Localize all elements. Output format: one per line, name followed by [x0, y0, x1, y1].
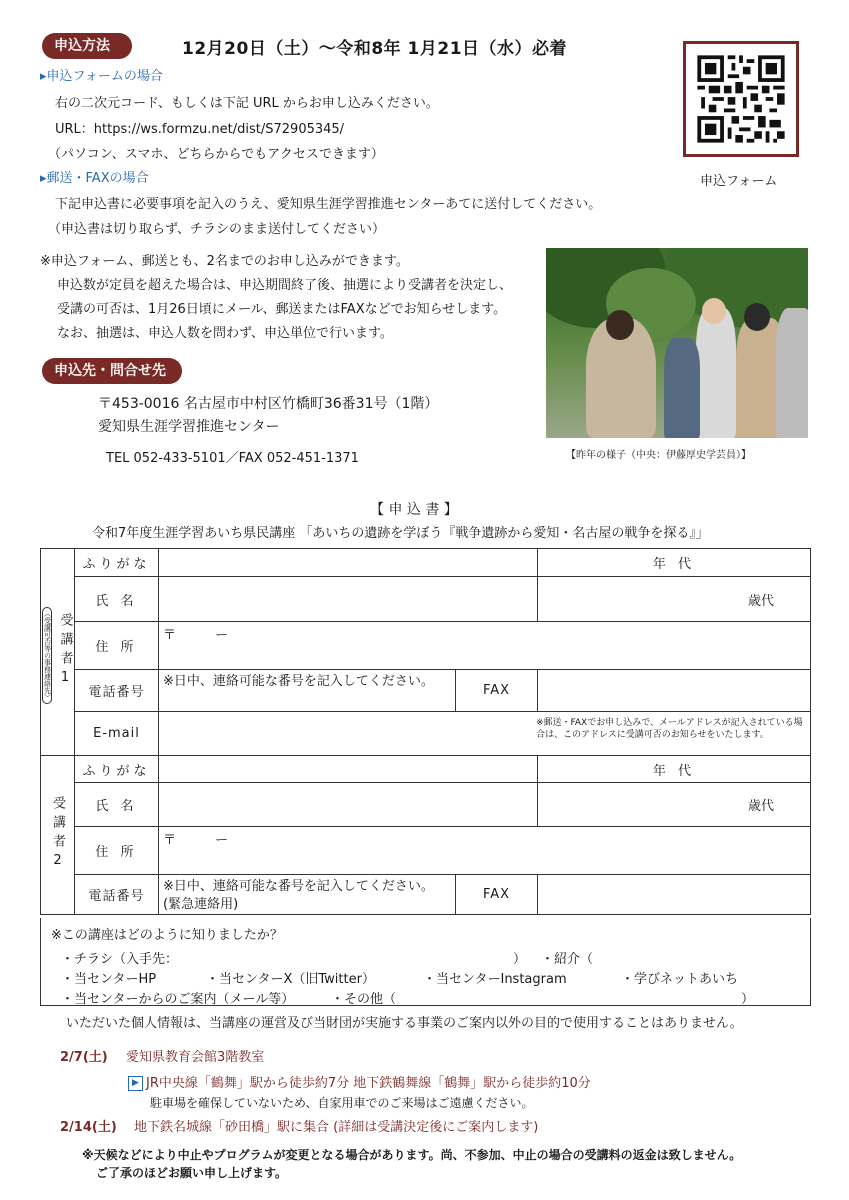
- p1-name-label: 氏 名: [75, 577, 159, 622]
- contact-org: 愛知県生涯学習推進センター: [98, 419, 280, 435]
- event-photo: [546, 248, 808, 438]
- application-form: [40, 548, 811, 915]
- form-subtitle: 令和7年度生涯学習あいち県民講座 「あいちの遺跡を学ぼう『戦争遺跡から愛知・名古屋の戦争を探る』」: [92, 526, 709, 541]
- p1-fax-label: FAX: [456, 670, 538, 712]
- play-icon: ▶: [128, 1076, 143, 1091]
- p1-age-suffix: 歳代: [747, 593, 774, 609]
- schedule-access-1: [128, 1072, 591, 1091]
- photo-caption: 【昨年の様子（中央：伊藤厚史学芸員）】: [566, 450, 751, 461]
- p2-address-input[interactable]: [159, 827, 811, 875]
- p1-furigana-label: ふりがな: [75, 549, 159, 577]
- caution-2: ご了承のほどお願い申し上げます。: [96, 1166, 288, 1180]
- p2-address-label: 住 所: [75, 827, 159, 875]
- p2-fax-label: FAX: [456, 875, 538, 915]
- p1-furigana-input[interactable]: [159, 549, 538, 577]
- form-title: 【 申 込 書 】: [370, 502, 458, 518]
- p2-fax-input[interactable]: [538, 875, 811, 915]
- p2-postal-mark: 〒 ー: [163, 833, 229, 848]
- p1-phone-label: 電話番号: [75, 670, 159, 712]
- person1-label: 受講者1 （受講可否等の事務連絡先）: [41, 549, 75, 756]
- person2-label: 受講者2: [41, 756, 75, 915]
- p2-name-input[interactable]: [159, 783, 538, 827]
- p2-name-label: 氏 名: [75, 783, 159, 827]
- p1-phone-note: ※日中、連絡可能な番号を記入してください。: [163, 674, 434, 689]
- survey-question: ※この講座はどのように知りましたか？: [51, 928, 283, 943]
- schedule-place-2: 地下鉄名城線「砂田橋」駅に集合 (詳細は受講決定後にご案内します): [134, 1120, 539, 1135]
- p2-phone-input[interactable]: [159, 875, 456, 915]
- p1-address-input[interactable]: [159, 622, 811, 670]
- form-instruction: 右の二次元コード、もしくは下記 URL からお申し込みください。: [55, 96, 439, 111]
- notice-2: 申込数が定員を超えた場合は、申込期間終了後、抽選により受講者を決定し、: [57, 278, 513, 293]
- p1-name-input[interactable]: [159, 577, 538, 622]
- p2-age-label: 年 代: [538, 756, 811, 783]
- p2-age-suffix: 歳代: [747, 799, 774, 814]
- survey-opt-other-close: ）: [741, 992, 755, 1007]
- person1-contact-note: （受講可否等の事務連絡先）: [42, 607, 52, 704]
- p1-email-label: E-mail: [75, 712, 159, 756]
- survey-opt-mail[interactable]: ・当センターからのご案内（メール等）: [61, 992, 295, 1007]
- survey-opt-insta[interactable]: ・当センターInstagram: [423, 972, 567, 987]
- survey-box: [40, 918, 811, 1006]
- contact-label: 申込先・問合せ先: [42, 358, 182, 384]
- p1-age-input[interactable]: [538, 577, 811, 622]
- p1-fax-input[interactable]: [538, 670, 811, 712]
- form-url[interactable]: URL：https://ws.formzu.net/dist/S72905345/: [55, 122, 345, 137]
- p2-furigana-label: ふりがな: [75, 756, 159, 783]
- form-note: （パソコン、スマホ、どちらからでもアクセスできます）: [48, 147, 384, 162]
- privacy-note: いただいた個人情報は、当講座の運営及び当財団が実施する事業のご案内以外の目的で使用することはありません。: [66, 1016, 743, 1031]
- schedule-access-text: JR中央線「鶴舞」駅から徒歩約7分 地下鉄鶴舞線「鶴舞」駅から徒歩約10分: [146, 1076, 591, 1091]
- survey-opt-flyer[interactable]: ・チラシ（入手先：: [61, 952, 179, 967]
- p2-furigana-input[interactable]: [159, 756, 538, 783]
- p1-email-note: ※郵送・FAXでお申し込みで、メールアドレスが記入されている場合は、このアドレスに受講可否のお知らせをいたします。: [536, 718, 803, 741]
- p1-phone-input[interactable]: [159, 670, 456, 712]
- mail-instruction: 下記申込書に必要事項を記入のうえ、愛知県生涯学習推進センターあてに送付してください。: [55, 197, 602, 212]
- schedule-date-1: 2/7(土): [60, 1050, 108, 1065]
- p2-phone-label: 電話番号: [75, 875, 159, 915]
- parking-note: 駐車場を確保していないため、自家用車でのご来場はご遠慮ください。: [150, 1096, 534, 1110]
- deadline: 12月20日（土）～令和8年 1月21日（水）必着: [182, 39, 568, 59]
- qr-code-icon: [686, 44, 796, 154]
- mail-note: （申込書は切り取らず、チラシのまま送付してください）: [48, 222, 385, 237]
- survey-opt-x[interactable]: ・当センターX（旧Twitter）: [206, 972, 375, 987]
- survey-opt-other[interactable]: ・その他（: [331, 992, 397, 1007]
- contact-address: 〒453-0016 名古屋市中村区竹橋町36番31号（1階）: [98, 396, 439, 412]
- p1-postal-mark: 〒 ー: [163, 628, 229, 643]
- caution-1: ※天候などにより中止やプログラムが変更となる場合があります。尚、不参加、中止の場合の受講料の返金は致しません。: [82, 1148, 742, 1162]
- schedule-place-1: 愛知県教育会館3階教室: [126, 1050, 265, 1065]
- method-label: 申込方法: [42, 33, 132, 59]
- survey-opt-intro[interactable]: ・紹介（: [541, 952, 594, 967]
- survey-opt-manabi[interactable]: ・学びネットあいち: [621, 972, 739, 987]
- form-heading: ▸申込フォームの場合: [40, 69, 163, 84]
- notice-3: 受講の可否は、1月26日頃にメール、郵送またはFAXなどでお知らせします。: [57, 302, 507, 317]
- qr-caption: 申込フォーム: [700, 174, 778, 189]
- p1-address-label: 住 所: [75, 622, 159, 670]
- p2-phone-note: ※日中、連絡可能な番号を記入してください。(緊急連絡用): [163, 879, 434, 912]
- p2-age-input[interactable]: [538, 783, 811, 827]
- notice-1: ※申込フォーム、郵送とも、2名までのお申し込みができます。: [40, 254, 409, 269]
- survey-opt-flyer-close: ）: [513, 952, 527, 967]
- notice-4: なお、抽選は、申込人数を問わず、申込単位で行います。: [57, 326, 393, 341]
- p1-email-input[interactable]: [159, 712, 811, 756]
- contact-tel-fax: TEL 052-433-5101／FAX 052-451-1371: [106, 451, 359, 466]
- mail-heading: ▸郵送・FAXの場合: [40, 171, 149, 186]
- survey-opt-hp[interactable]: ・当センターHP: [61, 972, 157, 987]
- qr-code[interactable]: [683, 41, 799, 157]
- schedule-date-2: 2/14(土): [60, 1120, 117, 1135]
- p1-age-label: 年 代: [538, 549, 811, 577]
